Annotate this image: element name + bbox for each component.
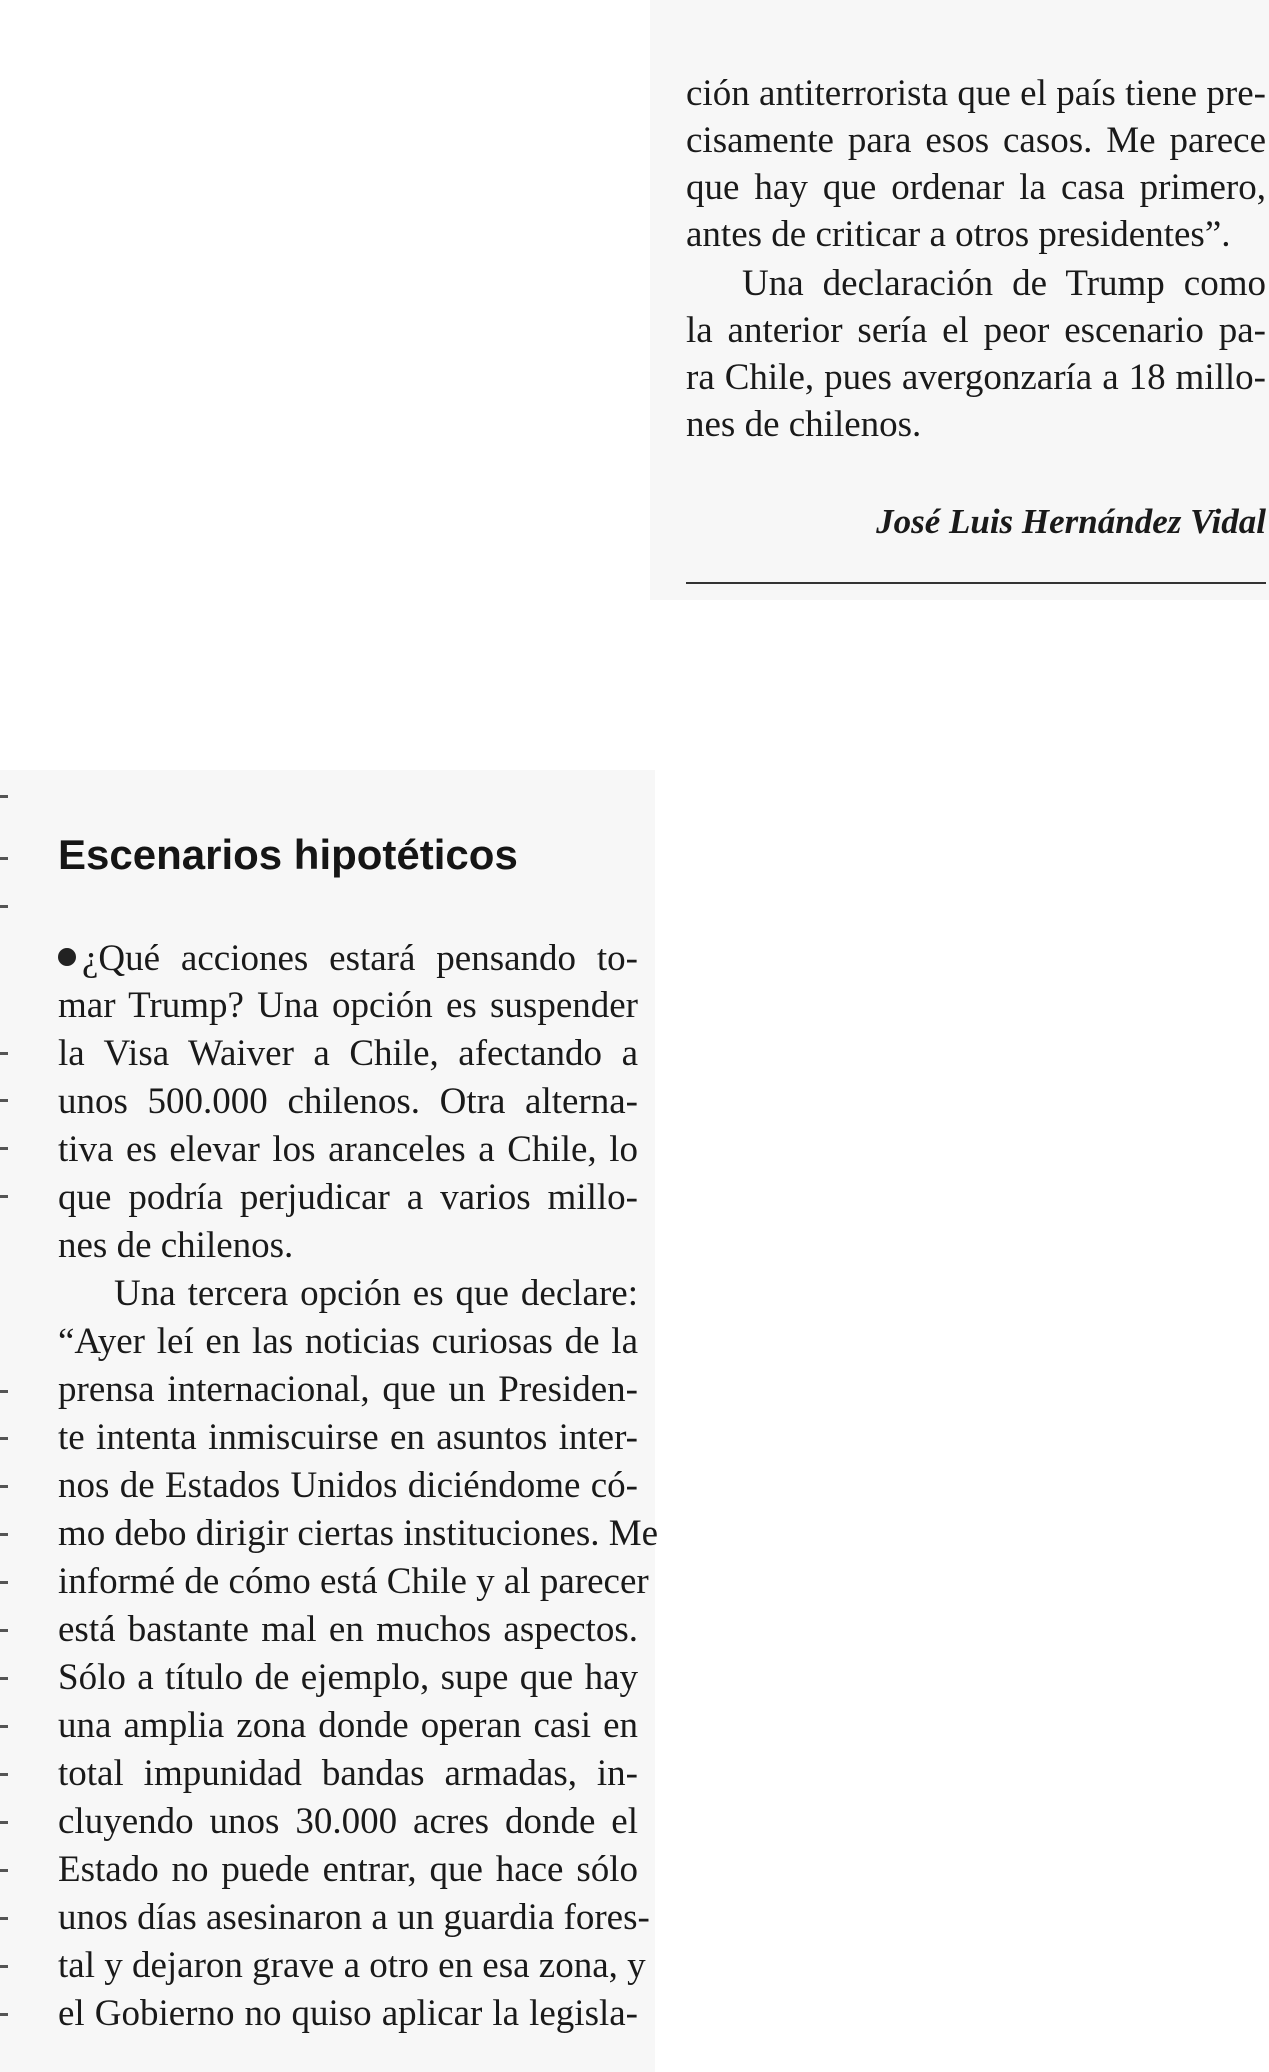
bullet-icon — [58, 948, 76, 966]
text-line: informé de cómo está Chile y al parecer — [58, 1561, 649, 1602]
text-line: mo debo dirigir ciertas instituciones. Me — [58, 1513, 659, 1554]
text-line: tiva es elevar los aranceles a Chile, lo — [58, 1129, 638, 1170]
author-signature: José Luis Hernández Vidal — [876, 502, 1266, 541]
text-line: Una tercera opción es que declare: — [114, 1273, 638, 1314]
text-line: ción antiterrorista que el país tiene pre- — [686, 73, 1266, 114]
text-line: cisamente para esos casos. Me parece — [686, 120, 1266, 161]
text-line: Sólo a título de ejemplo, supe que hay — [58, 1657, 638, 1698]
text-line: antes de criticar a otros presidentes”. — [686, 214, 1231, 255]
section-headline: Escenarios hipotéticos — [58, 831, 518, 878]
text-line: la anterior sería el peor escenario pa- — [686, 310, 1266, 351]
text-line: ra Chile, pues avergonzaría a 18 millo- — [686, 357, 1266, 398]
text-line: la Visa Waiver a Chile, afectando a — [58, 1033, 638, 1074]
text-line: Estado no puede entrar, que hace sólo — [58, 1849, 638, 1890]
text-line: que hay que ordenar la casa primero, — [686, 167, 1266, 208]
text-line: nos de Estados Unidos diciéndome có- — [58, 1465, 638, 1506]
text-line: está bastante mal en muchos aspectos. — [58, 1609, 638, 1650]
text-line: cluyendo unos 30.000 acres donde el — [58, 1801, 638, 1842]
text-line: total impunidad bandas armadas, in- — [58, 1753, 638, 1794]
text-line: Una declaración de Trump como — [742, 263, 1266, 304]
text-line: que podría perjudicar a varios millo- — [58, 1177, 638, 1218]
text-line: tal y dejaron grave a otro en esa zona, y — [58, 1945, 646, 1986]
text-line: “Ayer leí en las noticias curiosas de la — [58, 1321, 638, 1362]
text-line — [58, 935, 638, 983]
text-line: una amplia zona donde operan casi en — [58, 1705, 638, 1746]
text-line: unos días asesinaron a un guardia fores- — [58, 1897, 650, 1938]
text-line: nes de chilenos. — [686, 404, 922, 445]
text-line-content: ¿Qué acciones estará pensando to- — [82, 938, 638, 979]
text-line: te intenta inmiscuirse en asuntos inter- — [58, 1417, 638, 1458]
text-line: el Gobierno no quiso aplicar la legisla- — [58, 1993, 638, 2034]
text-line: unos 500.000 chilenos. Otra alterna- — [58, 1081, 638, 1122]
text-line: nes de chilenos. — [58, 1225, 294, 1266]
text-line: prensa internacional, que un Presiden- — [58, 1369, 638, 1410]
divider-rule — [686, 582, 1266, 584]
text-line: mar Trump? Una opción es suspender — [58, 985, 638, 1026]
